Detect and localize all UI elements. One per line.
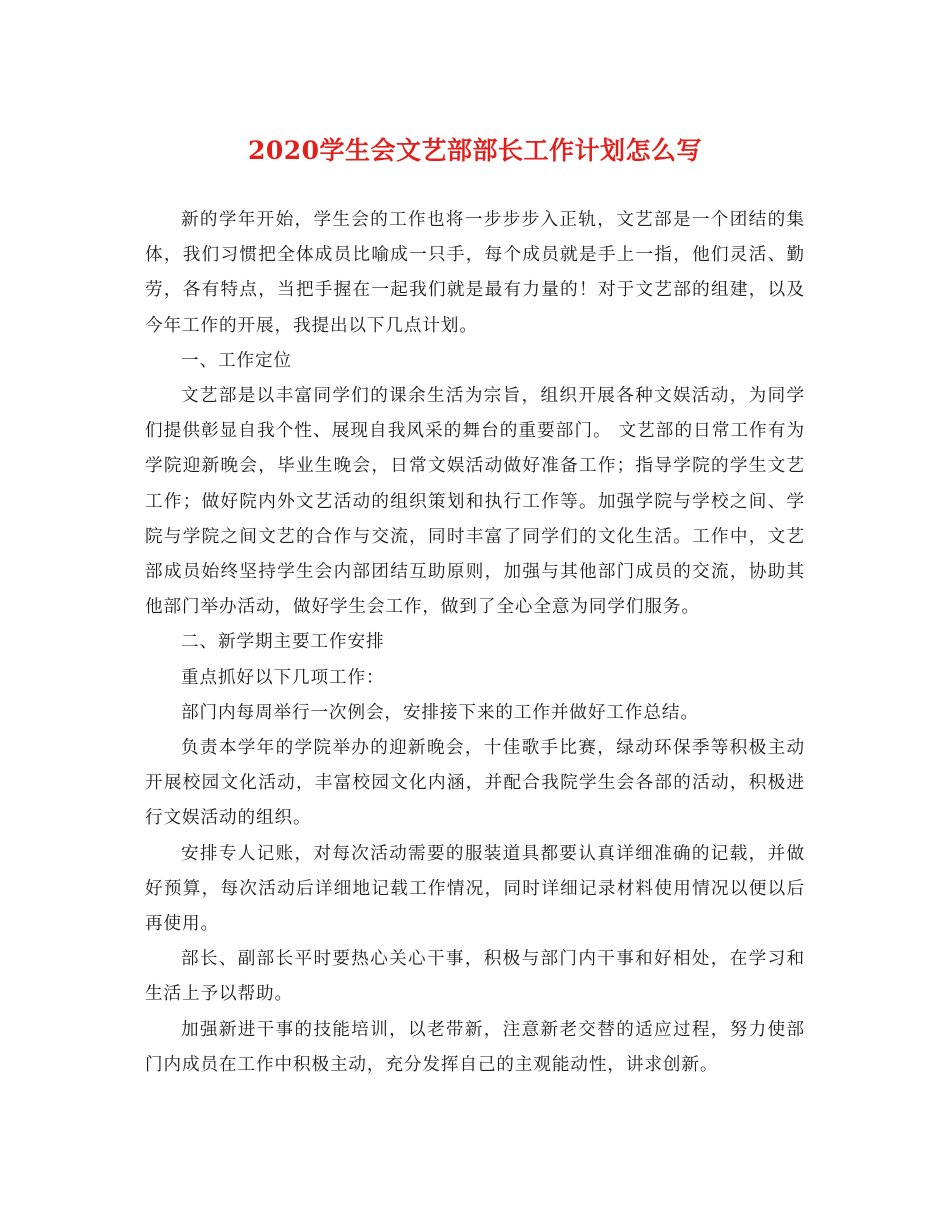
task-weekly-meeting: 部门内每周举行一次例会，安排接下来的工作并做好工作总结。 [181, 702, 699, 723]
task-campus-events: 负责本学年的学院举办的迎新晚会，十佳歌手比赛，绿动环保季等积极主动开展校园文化活动，丰富校园文化内涵，并配合我院学生会各部的活动，积极进行文娱活动的组织。 [145, 738, 805, 829]
section-heading-work-positioning: 一、工作定位 [181, 350, 292, 371]
section-heading-new-semester-plan: 二、新学期主要工作安排 [181, 632, 385, 653]
task-staff-care: 部长、副部长平时要热心关心干事，积极与部门内干事和好相处，在学习和生活上予以帮助。 [145, 949, 805, 1005]
key-tasks-lead-in: 重点抓好以下几项工作： [181, 667, 385, 688]
work-positioning-paragraph: 文艺部是以丰富同学们的课余生活为宗旨，组织开展各种文娱活动，为同学们提供彰显自我个性、展现自我风采的舞台的重要部门。 文艺部的日常工作有为学院迎新晚会，毕业生晚会，日常文娱活动做好准备工作；指导学院的学生文艺工作；做好院内外文艺活动的组织策划和执行工作等。加强学院与学校之间、学院与学院之间文艺的合作与交流，同时丰富了同学们的文化生活。工作中，文艺部成员始终坚持学生会内部团结互助原则，加强与其他部门成员的交流，协助其他部门举办活动，做好学生会工作，做到了全心全意为同学们服务。 [145, 386, 805, 618]
intro-paragraph: 新的学年开始，学生会的工作也将一步步步入正轨，文艺部是一个团结的集体，我们习惯把全体成员比喻成一只手，每个成员就是手上一指，他们灵活、勤劳，各有特点，当把手握在一起我们就是最有力量的！对于文艺部的组建，以及今年工作的开展，我提出以下几点计划。 [145, 210, 805, 336]
document-body [145, 203, 805, 1083]
document-title: 2020学生会文艺部部长工作计划怎么写 [247, 136, 703, 165]
task-bookkeeping: 安排专人记账，对每次活动需要的服装道具都要认真详细准确的记载，并做好预算，每次活动后详细地记载工作情况，同时详细记录材料使用情况以便以后再使用。 [145, 843, 805, 935]
task-new-member-training: 加强新进干事的技能培训，以老带新，注意新老交替的适应过程，努力使部门内成员在工作中积极主动，充分发挥自己的主观能动性，讲求创新。 [145, 1019, 805, 1075]
